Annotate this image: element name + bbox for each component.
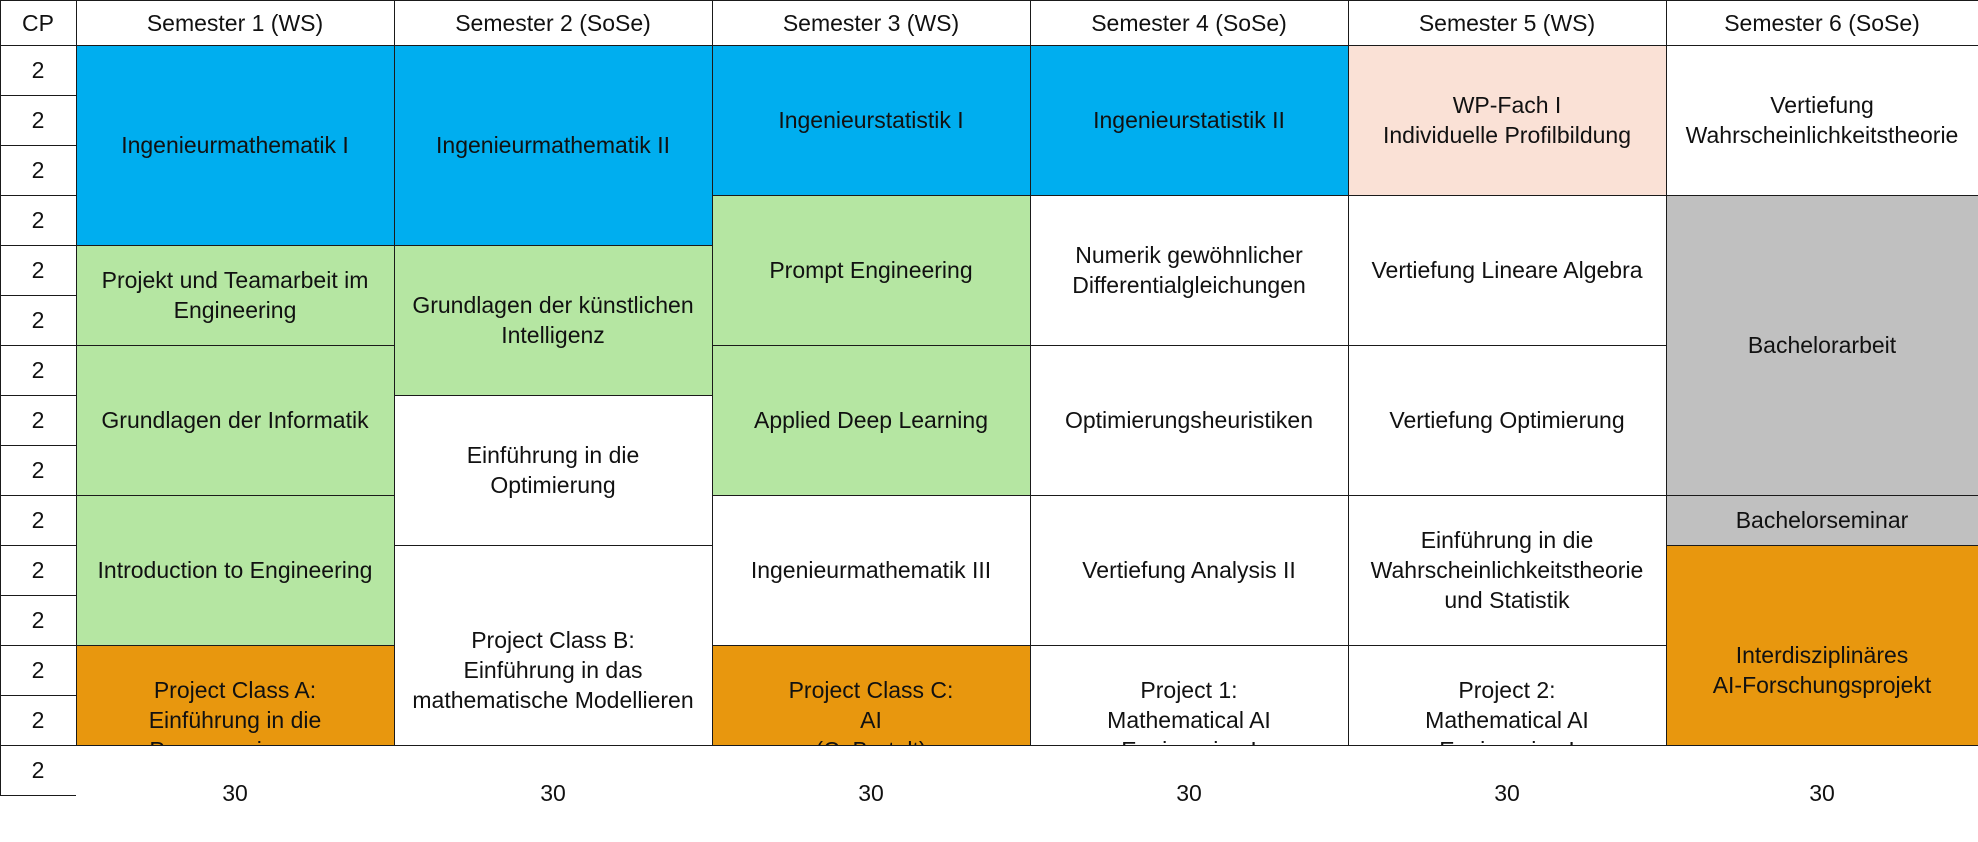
module-ingmath1: Ingenieurmathematik I: [76, 45, 395, 246]
module-projekt-teamarbeit: Projekt und Teamarbeit im Engineering: [76, 245, 395, 346]
module-ingstat1: Ingenieurstatistik I: [712, 45, 1031, 196]
total-cp-semester-4: 30: [1030, 745, 1349, 842]
total-cp-semester-5: 30: [1348, 745, 1667, 842]
cp-value: 2: [0, 145, 77, 196]
module-ingmath2: Ingenieurmathematik II: [394, 45, 713, 246]
module-grundlagen-ki: Grundlagen der künstlichen Intelligenz: [394, 245, 713, 396]
module-ingstat2: Ingenieurstatistik II: [1030, 45, 1349, 196]
cp-value: 2: [0, 495, 77, 546]
cp-value: 2: [0, 645, 77, 696]
grid-bottom-border: [0, 745, 1978, 746]
header-semester-3: Semester 3 (WS): [712, 0, 1031, 46]
module-vertiefung-wahrscheinlichkeit: Vertiefung Wahrscheinlichkeitstheorie: [1666, 45, 1978, 196]
module-project-class-b: Project Class B: Einführung in das mathematische Modellieren: [394, 545, 713, 796]
cp-value: 2: [0, 545, 77, 596]
module-wp-fach1: WP-Fach I Individuelle Profilbildung: [1348, 45, 1667, 196]
total-cp-semester-2: 30: [394, 745, 713, 842]
header-cp: CP: [0, 0, 77, 46]
module-numerik-dgl: Numerik gewöhnlicher Differentialgleichungen: [1030, 195, 1349, 346]
total-cp-semester-6: 30: [1666, 745, 1978, 842]
cp-value: 2: [0, 445, 77, 496]
cp-value: 2: [0, 595, 77, 646]
cp-value: 2: [0, 395, 77, 446]
module-intro-engineering: Introduction to Engineering: [76, 495, 395, 646]
header-semester-1: Semester 1 (WS): [76, 0, 395, 46]
module-vertiefung-optimierung: Vertiefung Optimierung: [1348, 345, 1667, 496]
cp-value: 2: [0, 695, 77, 746]
module-einf-wahrscheinlichkeit: Einführung in die Wahrscheinlichkeitstheorie und Statistik: [1348, 495, 1667, 646]
module-optimierungsheuristiken: Optimierungsheuristiken: [1030, 345, 1349, 496]
cp-value: 2: [0, 295, 77, 346]
total-cp-semester-1: 30: [76, 745, 395, 842]
module-bachelorarbeit: Bachelorarbeit: [1666, 195, 1978, 496]
header-semester-6: Semester 6 (SoSe): [1666, 0, 1978, 46]
header-semester-4: Semester 4 (SoSe): [1030, 0, 1349, 46]
module-project2: Project 2: Mathematical AI: [1348, 645, 1667, 796]
cp-value: 2: [0, 195, 77, 246]
cp-value: 2: [0, 245, 77, 296]
cp-value: 2: [0, 345, 77, 396]
module-ingmath3: Ingenieurmathematik III: [712, 495, 1031, 646]
module-project-class-a: Project Class A: Einführung in die: [76, 645, 395, 796]
module-applied-deep-learning: Applied Deep Learning: [712, 345, 1031, 496]
module-bachelorseminar: Bachelorseminar: [1666, 495, 1978, 546]
header-semester-2: Semester 2 (SoSe): [394, 0, 713, 46]
module-grundlagen-informatik: Grundlagen der Informatik: [76, 345, 395, 496]
cp-value: 2: [0, 95, 77, 146]
cp-value: 2: [0, 45, 77, 96]
module-vertiefung-lineare-algebra: Vertiefung Lineare Algebra: [1348, 195, 1667, 346]
module-project-class-c: Project Class C: AI: [712, 645, 1031, 796]
cp-value: 2: [0, 745, 77, 796]
module-prompt-engineering: Prompt Engineering: [712, 195, 1031, 346]
module-interdisziplinaer: Interdisziplinäres AI-Forschungsprojekt: [1666, 545, 1978, 796]
total-cp-semester-3: 30: [712, 745, 1031, 842]
header-semester-5: Semester 5 (WS): [1348, 0, 1667, 46]
module-project1: Project 1: Mathematical AI: [1030, 645, 1349, 796]
module-vertiefung-analysis2: Vertiefung Analysis II: [1030, 495, 1349, 646]
module-einf-optimierung: Einführung in die Optimierung: [394, 395, 713, 546]
